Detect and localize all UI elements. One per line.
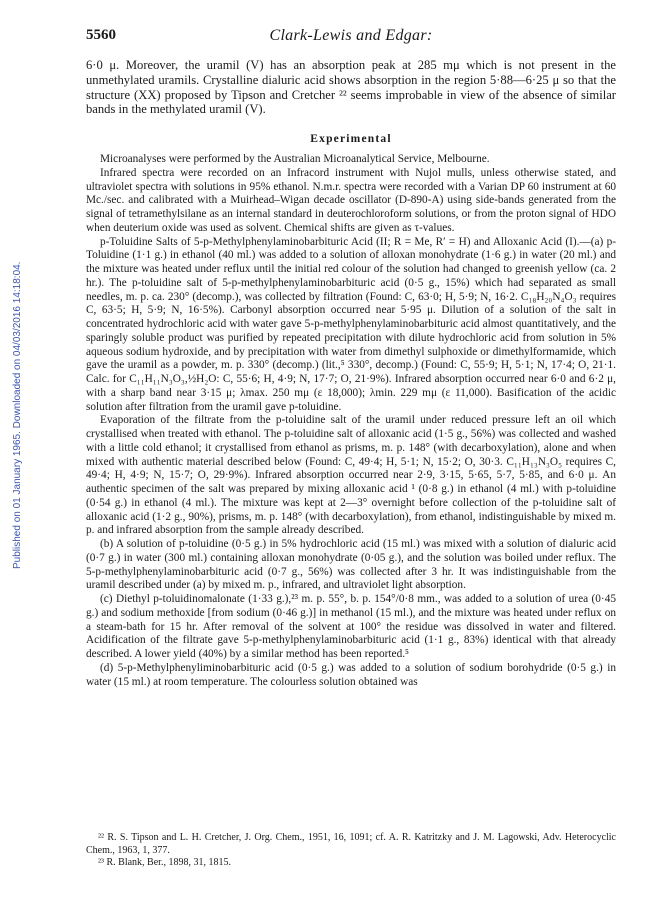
paragraph-spectra: Infrared spectra were recorded on an Infracord instrument with Nujol mulls, unless otherwise stated, and ultraviolet spectra with solutions in 95% ethanol. N.m.r. spectra were recorded with a Varian DP 60 instrument at 60 Mc./sec. and calibrated with a Muirhead–Wigan decade oscillator (D-890-A) using side-bands generated from the signal of tetramethylsilane as an internal standard in deuterochloroform solutions, or from the proton signal of HDO when deuterium oxide was used as solvent. Chemical shifts are given as τ-values. [86,166,616,234]
intro-paragraph: 6·0 μ. Moreover, the uramil (V) has an absorption peak at 285 mμ which is not present in the unmethylated uramils. Crystalline dialuric acid shows absorption in the region 5·88—6·25 μ so that the structure (XX) proposed by Tipson and Cretcher ²² seems improbable in view of the absence of similar bands in the methylated uramil (V). [86,58,616,117]
running-head: Clark-Lewis and Edgar: [269,27,433,44]
article-body [86,58,616,689]
section-heading: Experimental [310,133,392,146]
paragraph-method-c: (c) Diethyl p-toluidinomalonate (1·33 g.),²³ m. p. 55°, b. p. 154°/0·8 mm., was added to a solution of urea (0·45 g.) and sodium methoxide [from sodium (0·46 g.)] in methanol (15 ml.), and the mixture was heated under reflux on a steam-bath for 15 hr. After removal of the solvent at 100° the residue was dissolved in water and filtered. Acidification of the filtrate gave 5-p-methylphenylaminobarbituric acid (1·1 g., 83%) identical with that already described. A lower yield (40%) by a similar method has been reported.⁵ [86,593,616,661]
paragraph-method-d: (d) 5-p-Methylphenyliminobarbituric acid (0·5 g.) was added to a solution of sodium borohydride (0·5 g.) in water (15 ml.) at room temperature. The colourless solution obtained was [86,661,616,688]
footnote-22: ²² R. S. Tipson and L. H. Cretcher, J. Org. Chem., 1951, 16, 1091; cf. A. R. Katritzky and J. M. Lagowski, Adv. Heterocyclic Chem., 1963, 1, 377. [86,832,616,856]
page-header [86,27,616,49]
paragraph-alloxanic-acid: Evaporation of the filtrate from the p-toluidine salt of the uramil under reduced pressure left an oil which crystallised when treated with ethanol. The p-toluidine salt of alloxanic acid (1·5 g., 56%) was collected and washed with a little cold ethanol; it crystallised from ethanol as prisms, m. p. 148° (with decarboxylation), alone and when mixed with authentic material described below (Found: C, 49·4; H, 5·1; N, 15·2; O, 30·3. C₁₁H₁₃N₃O₅ requires C, 49·4; H, 4·9; N, 15·7; O, 29·9%). Infrared absorption occurred near 2·9, 3·15, 5·65, 5·7, 5·85, and 6·0 μ. An authentic specimen of the salt was prepared by mixing alloxanic acid ¹ (0·8 g.) in ethanol (4 ml.) with p-toluidine (0·54 g.) in ethanol (4 ml.). The mixture was kept at 2—3° overnight before collection of the p-toluidine salt of alloxanic acid (1·2 g., 90%), prisms, m. p. 148° (with decarboxylation), from ethanol, indistinguishable by mixed m. p. and infrared absorption from the sample already described. [86,414,616,537]
download-watermark: Published on 01 January 1965. Downloaded on 04/03/2016 14:18:04. [12,261,23,569]
paragraph-method-b: (b) A solution of p-toluidine (0·5 g.) in 5% hydrochloric acid (15 ml.) was mixed with a solution of dialuric acid (0·7 g.) in water (300 ml.) containing alloxan monohydrate (0·05 g.), and the solution was boiled under reflux. The 5-p-methylphenylaminobarbituric acid (0·7 g., 56%) was collected after 3 hr. It was indistinguishable from the uramil described under (a) by mixed m. p., infrared, and ultraviolet light absorption. [86,538,616,592]
footnote-23: ²³ R. Blank, Ber., 1898, 31, 1815. [98,857,231,868]
paragraph-toluidine-salts: p-Toluidine Salts of 5-p-Methylphenylaminobarbituric Acid (II; R = Me, R′ = H) and Alloxanic Acid (I).—(a) p-Toluidine (1·1 g.) in ethanol (40 ml.) was added to a solution of alloxan monohydrate (1·6 g.) in water (20 ml.) and the mixture was heated under reflux until the initial red colour of the solution had changed to greenish yellow (ca. 2 hr.). The p-toluidine salt of 5-p-methylphenylaminobarbituric acid (0·5 g., 15%) which had separated as small needles, m. p. ca. 230° (decomp.), was collected by filtration (Found: C, 63·0; H, 5·9; N, 16·2. C₁₈H₂₀N₄O₃ requires C, 63·5; H, 5·9; N, 16·5%). Carbonyl absorption occurred near 5·95 μ. Dilution of a solution of the salt in concentrated hydrochloric acid with water gave 5-p-methylphenylaminobarbituric acid almost quantitatively, and the sparingly soluble product was purified by repeated precipitation with dilute hydrochloric acid from solution in 5% aqueous sodium hydroxide, and by precipitation with water from dimethyl sulphoxide or dimethylformamide, which gave the uramil as a powder, m. p. 330° (decomp.) (lit.,⁵ 330°, decomp.) (Found: C, 55·9; H, 5·1; N, 17·4; O, 21·1. Calc. for C₁₁H₁₁N₃O₃,½H₂O: C, 55·6; H, 4·9; N, 17·7; O, 21·9%). Infrared absorption occurred near 6·0 and 6·2 μ, with a sharp band near 3·15 μ; λmax. 250 mμ (ε 18,000); λmin. 229 mμ (ε 11,000). Basification of the acidic solution after filtration from the uramil gave p-toluidine. [86,235,616,413]
page-number: 5560 [86,27,116,43]
paragraph-microanalyses: Microanalyses were performed by the Australian Microanalytical Service, Melbourne. [100,153,490,166]
footnotes [86,832,616,870]
